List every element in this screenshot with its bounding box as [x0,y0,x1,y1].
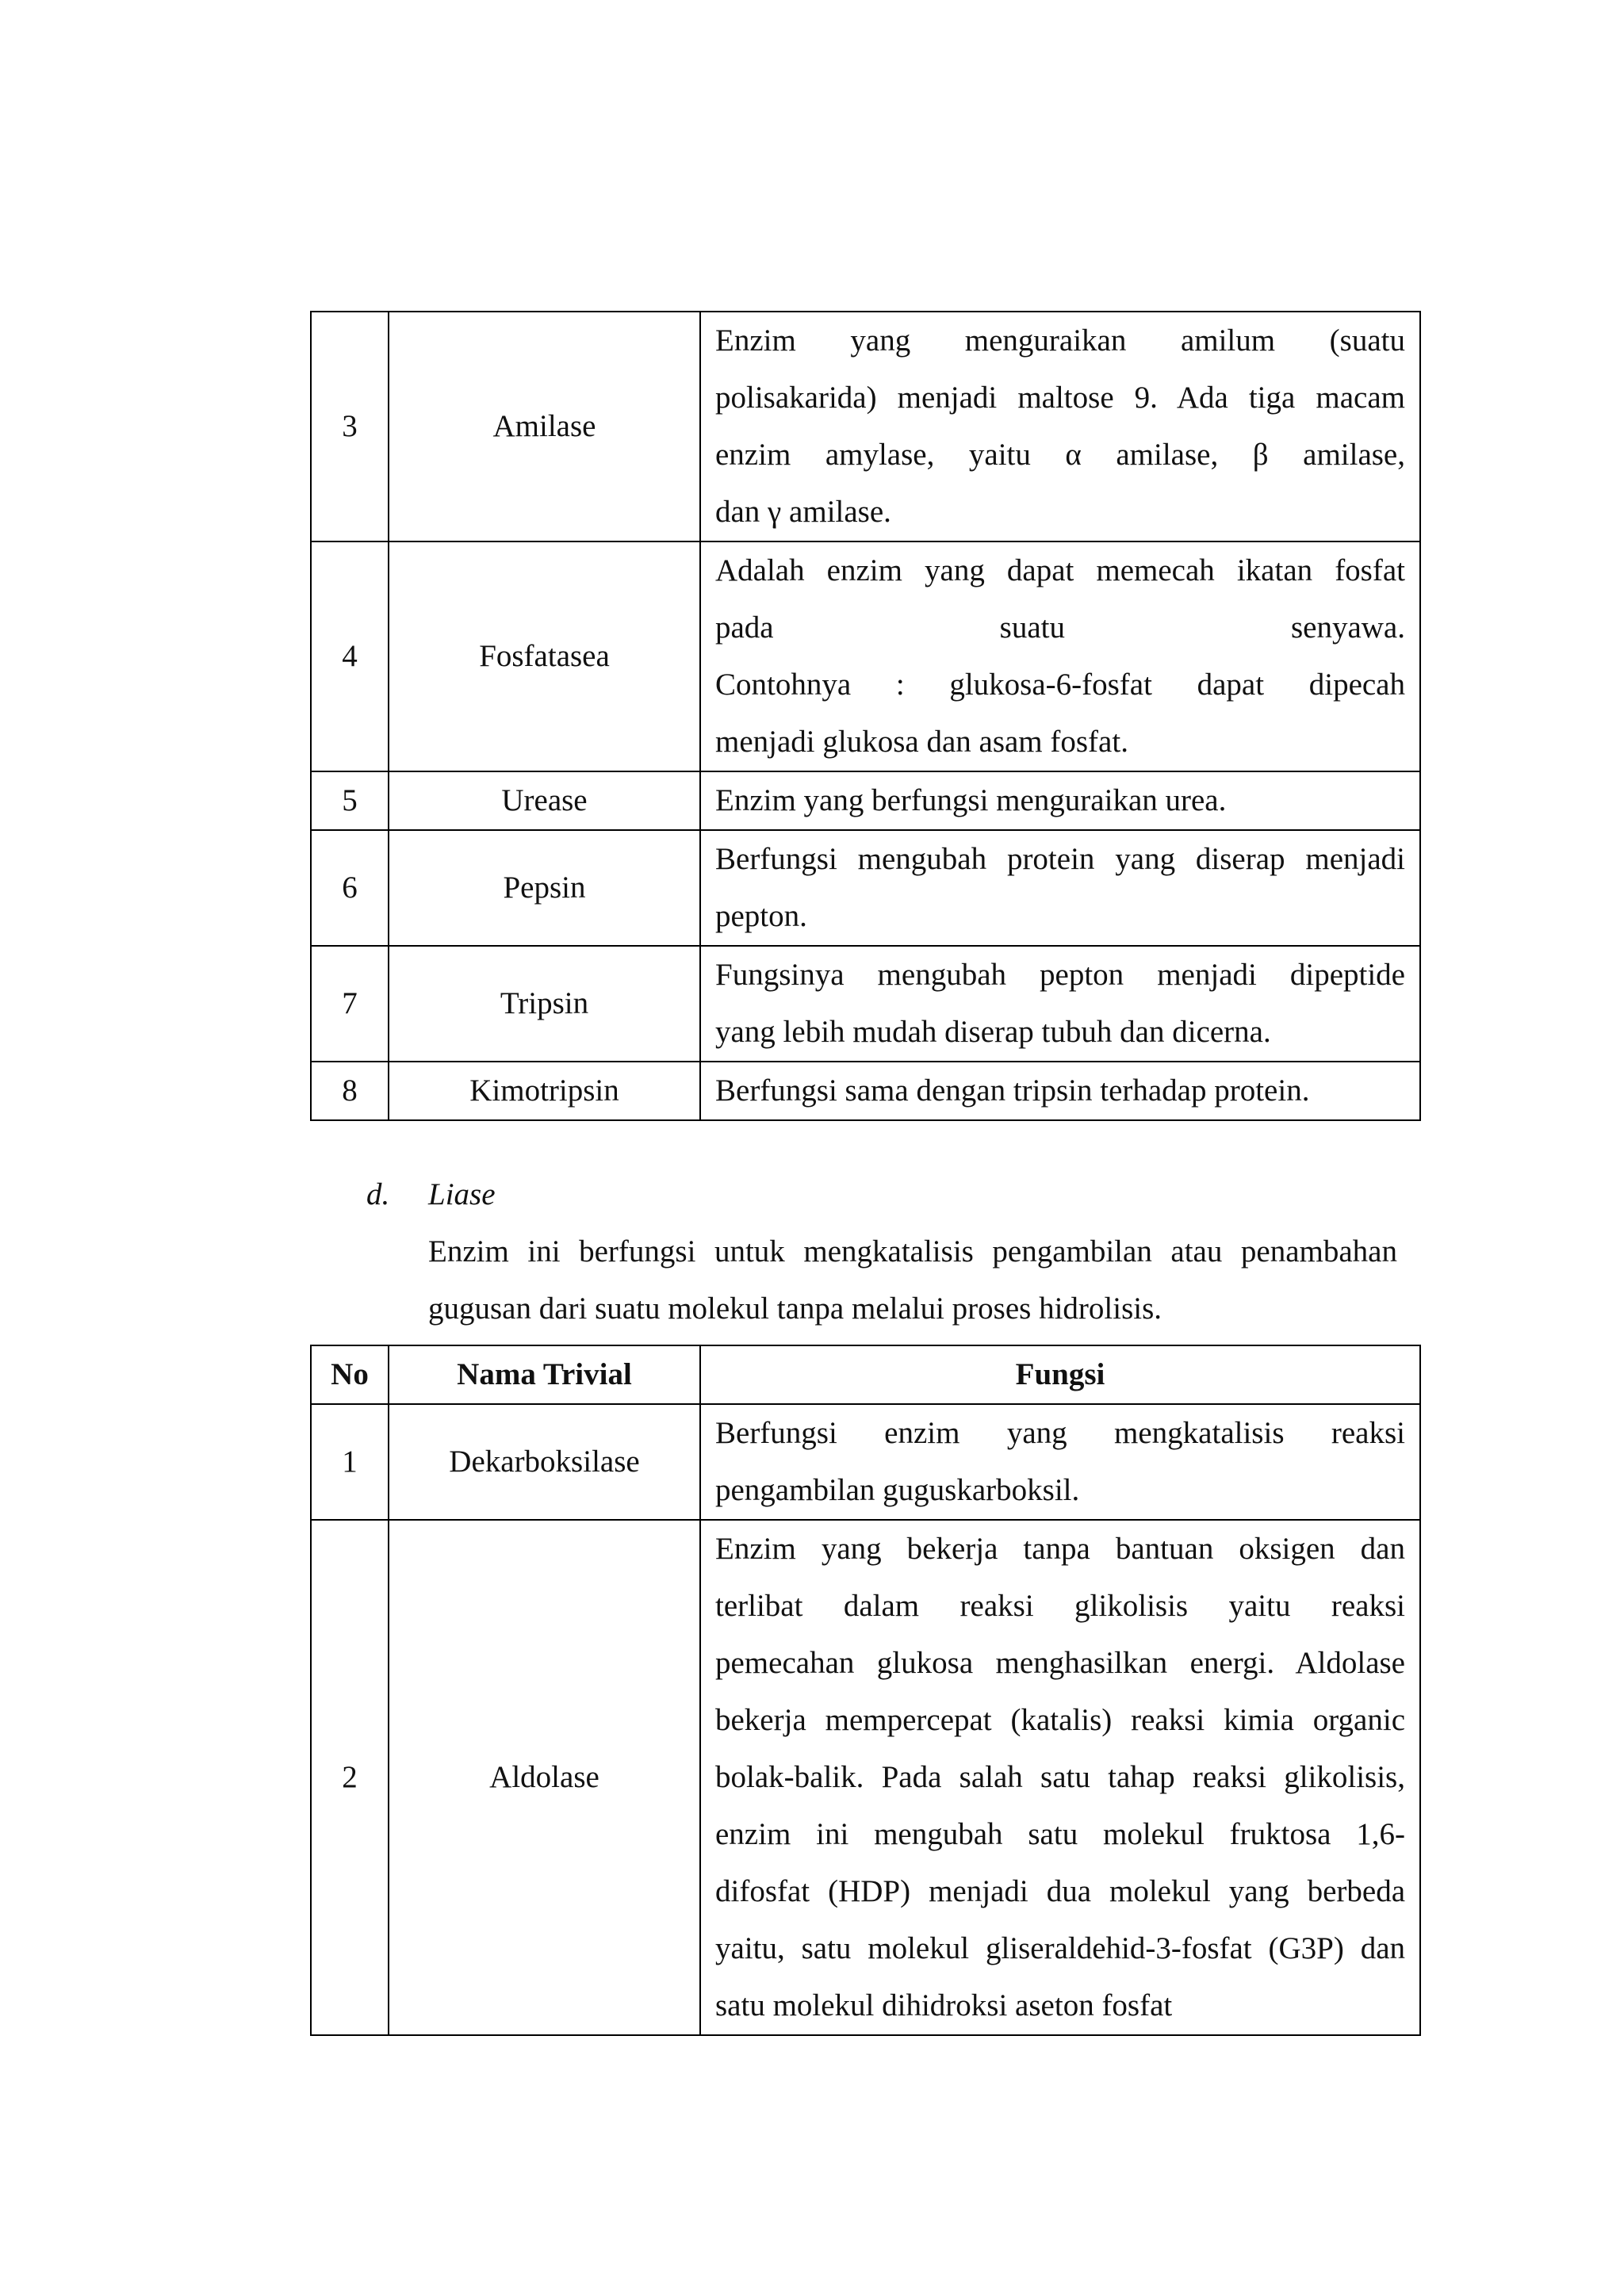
cell-trivial-name: Kimotripsin [389,1062,700,1120]
table-row [311,1520,1420,2035]
paragraph-line: gugusan dari suatu molekul tanpa melalui proses hidrolisis. [428,1292,1162,1326]
function-line: pepton. [715,899,807,933]
cell-function [700,830,1420,946]
cell-no: 2 [311,1520,389,2035]
cell-no: 8 [311,1062,389,1120]
cell-no: 4 [311,541,389,771]
function-line: difosfat (HDP) menjadi dua molekul yang berbeda [715,1874,1405,1908]
cell-function [700,1062,1420,1120]
function-line: pengambilan guguskarboksil. [715,1473,1080,1507]
enzyme-table-liase [310,1345,1421,2036]
header-no: No [311,1345,389,1404]
cell-no: 1 [311,1404,389,1520]
cell-no: 7 [311,946,389,1062]
function-line: Enzim yang berfungsi menguraikan urea. [715,783,1227,817]
function-line: enzim amylase, yaitu α amilase, β amilase, [715,438,1405,472]
function-line: Enzim yang bekerja tanpa bantuan oksigen dan [715,1532,1405,1566]
function-line: dan γ amilase. [715,495,891,529]
section-paragraph [366,1223,1397,1337]
function-line: Berfungsi sama dengan tripsin terhadap protein. [715,1073,1310,1108]
cell-trivial-name: Pepsin [389,830,700,946]
table-row [311,312,1420,541]
function-line: satu molekul dihidroksi aseton fosfat [715,1988,1173,2022]
function-line: polisakarida) menjadi maltose 9. Ada tiga macam [715,381,1405,415]
table-row [311,830,1420,946]
table-body [311,1404,1420,2035]
function-line: pemecahan glukosa menghasilkan energi. Aldolase [715,1646,1405,1680]
table-row [311,1404,1420,1520]
section-heading [366,1166,1397,1223]
cell-trivial-name: Dekarboksilase [389,1404,700,1520]
function-line: menjadi glukosa dan asam fosfat. [715,725,1128,759]
function-line: Adalah enzim yang dapat memecah ikatan fosfat [715,553,1405,587]
cell-function [700,946,1420,1062]
paragraph-line: Enzim ini berfungsi untuk mengkatalisis pengambilan atau penambahan [428,1234,1397,1269]
enzyme-table-hidrolase-continued [310,311,1421,1121]
table-header-row [311,1345,1420,1404]
function-line: Contohnya : glukosa-6-fosfat dapat dipecah [715,668,1405,702]
section-letter: d. [366,1177,390,1211]
table-row [311,946,1420,1062]
function-line: bekerja mempercepat (katalis) reaksi kimia organic [715,1703,1405,1737]
cell-no: 3 [311,312,389,541]
cell-function [700,312,1420,541]
function-line: Enzim yang menguraikan amilum (suatu [715,323,1405,358]
function-line: Fungsinya mengubah pepton menjadi dipeptide [715,958,1405,992]
cell-trivial-name: Tripsin [389,946,700,1062]
cell-function [700,541,1420,771]
cell-trivial-name: Urease [389,771,700,830]
table-row [311,1062,1420,1120]
table-row [311,541,1420,771]
function-line: Berfungsi enzim yang mengkatalisis reaksi [715,1416,1405,1450]
cell-function [700,1404,1420,1520]
table-body [311,312,1420,1120]
cell-function [700,771,1420,830]
cell-no: 6 [311,830,389,946]
function-line: enzim ini mengubah satu molekul fruktosa 1,6- [715,1817,1405,1851]
section-liase [366,1166,1397,1337]
cell-function [700,1520,1420,2035]
header-name: Nama Trivial [389,1345,700,1404]
cell-trivial-name: Amilase [389,312,700,541]
function-line: Berfungsi mengubah protein yang diserap menjadi [715,842,1405,876]
function-line: terlibat dalam reaksi glikolisis yaitu reaksi [715,1589,1405,1623]
header-function: Fungsi [700,1345,1420,1404]
table-row [311,771,1420,830]
section-title: Liase [428,1177,496,1211]
cell-trivial-name: Aldolase [389,1520,700,2035]
function-line: yaitu, satu molekul gliseraldehid-3-fosfat (G3P) dan [715,1931,1405,1965]
cell-no: 5 [311,771,389,830]
function-line: yang lebih mudah diserap tubuh dan dicerna. [715,1015,1271,1049]
function-line: pada suatu senyawa. [715,610,1405,645]
function-line: bolak-balik. Pada salah satu tahap reaksi glikolisis, [715,1760,1405,1794]
cell-trivial-name: Fosfatasea [389,541,700,771]
